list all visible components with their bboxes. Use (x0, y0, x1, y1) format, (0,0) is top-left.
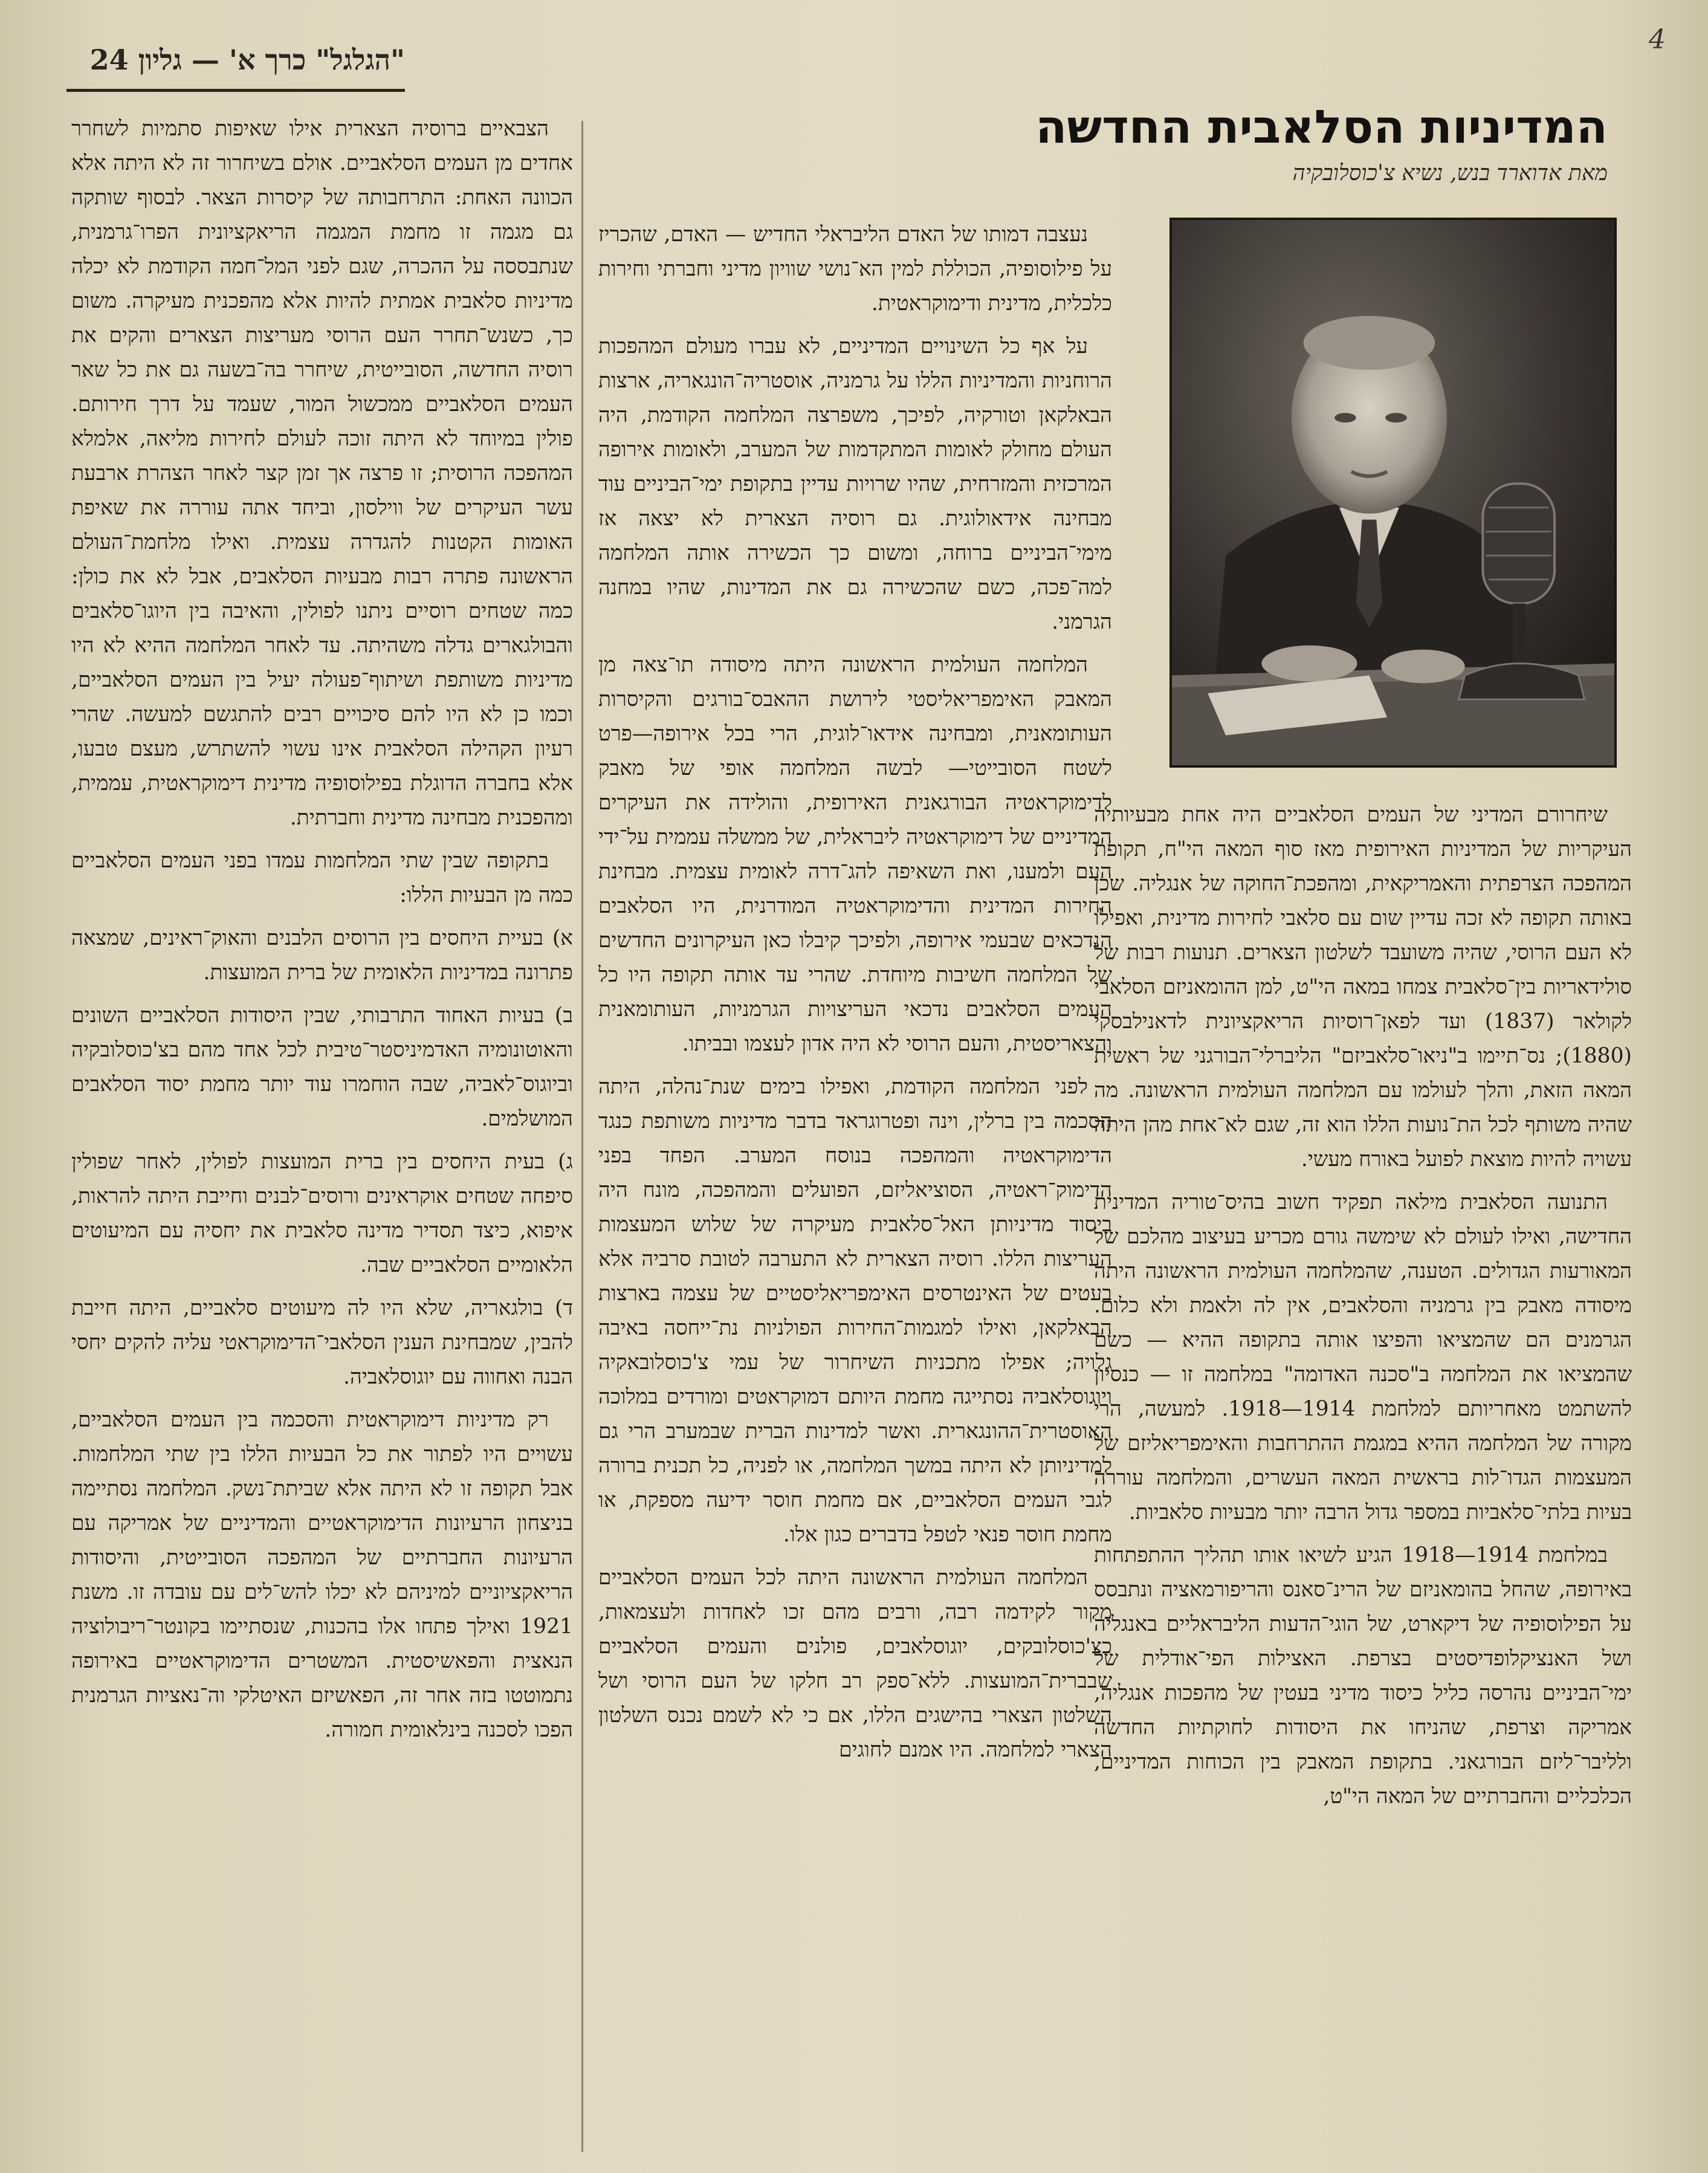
paragraph: על אף כל השינויים המדיניים, לא עברו מעולם המהפכות הרוחניות והמדיניות הללו על גרמניה, אוסטריה־הונגאריה, ארצות הבאלקאן וטורקיה, לפיכך, משפרצה המלחמה הקודמת, היה העולם מחולק לאומות המתקדמות של המערב, ולאומות אירופה המרכזית והמזרחית, שהיו שרויות עדיין בתקופת ימי־הביניים עוד מבחינה אידאולוגית. גם רוסיה הצארית לא יצאה אז מימי־הביניים ברוחה, ומשום כך הכשירה אותה המלחמה למה־פכה, כשם שהכשירה גם את המדינות, שהיו במחנה הגרמני. (598, 334, 1112, 634)
list-item: ג) בעית היחסים בין ברית המועצות לפולין, לאחר שפולין סיפחה שטחים אוקראינים ורוסים־לבנים וחייבת היתה להראות, איפוא, כיצד תסדיר מדינה סלאבית את יחסיה עם המיעוטים הלאומיים הסלאביים שבה. (71, 1150, 573, 1277)
paragraph: רק מדיניות דימוקראטית והסכמה בין העמים הסלאביים, עשויים היו לפתור את כל הבעיות הללו בין שתי המלחמות. אבל תקופה זו לא היתה אלא שביתת־נשק. המלחמה נסתיימה בניצחון הרעיונות הדימוקראטיים והמדיניים של אמריקה עם הרעיונות החברתיים של המהפכה הסובייטית, והיסודות הריאקציוניים למיניהם לא יכלו להש־לים עם עובדה זו. משנת 1921 ואילך פתחו אלו בהכנות, שנסתיימו בקונטר־ריבולוציה הנאצית והפאשיסטית. המשטרים הדימוקראטיים באירופה נתמוטטו בזה אחר זה, הפאשיזם האיטלקי וה־נאציות הגרמנית הפכו לסכנה בינלאומית חמורה. (71, 1408, 573, 1742)
paragraph: התנועה הסלאבית מילאה תפקיד חשוב בהיס־טוריה המדינית החדישה, ואילו לעולם לא שימשה גורם מכריע בעיצוב מהלכם של המאורעות הגדולים. הטענה, שהמלחמה העולמית הראשונה היתה מיסודה מאבק בין גרמניה והסלאבים, אין לה ולאמת ולא כלום. הגרמנים הם שהמציאו והפיצו אותה בתקופה ההיא — כשם שהמציאו את המלחמה ב"סכנה האדומה" במלחמה זו — כנסיון להשתמט מאחריותם למלחמת 1914—1918. למעשה, הרי מקורה של המלחמה ההיא במגמת ההתרחבות והאימפריאליזם של המעצמות הגדו־לות בראשית המאה העשרים, והמלחמה עוררה בעיות בלתי־סלאביות במספר גדול הרבה יותר מבעיות סלאביות. (1094, 1190, 1632, 1524)
portrait-illustration (1172, 220, 1614, 765)
paragraph: המלחמה העולמית הראשונה היתה לכל העמים הסלאביים מקור לקידמה רבה, ורבים מהם זכו לאחדות ולעצמאות, כצ'כוסלובקים, יוגוסלאבים, פולנים והעמים הסלאביים שבברית־המועצות. ללא־ספק רב חלקו של העם הרוסי ושל השלטון הצארי בהישגים הללו, אם כי לא לשמם נכנס השלטון הצארי למלחמה. היו אמנם לחוגים (598, 1566, 1112, 1762)
paragraph: בתקופה שבין שתי המלחמות עמדו בפני העמים הסלאביים כמה מן הבעיות הללו: (71, 849, 573, 907)
article-column-right (1094, 798, 1632, 2161)
paragraph: לפני המלחמה הקודמת, ואפילו בימים שנת־נהלה, היתה הסכמה בין ברלין, וינה ופטרוגראד בדבר מדיניות משותפת כנגד הדימוקראטיה והמהפכה בנוסח המערב. הפחד בפני הדימוק־ראטיה, הסוציאליזם, הפועלים והמהפכה, מונח היה ביסוד מדיניותן האל־סלאבית מעיקרה של שלוש המעצמות העריצות הללו. רוסיה הצארית לא התערבה לטובת סרביה אלא בעטים של האינטרסים האימפריאליסטיים של עצמה בארצות הבאלקאן, ואילו למגמות־החירות הפולניות נת־ייחסה באיבה גלויה; אפילו מתכניות השיחרור של עמי צ'כוסלובאקיה ויוגוסלאביה נסתייגה מחמת היותם דמוקראטים ומורדים במלוכה האוסטרית־ההונגארית. ואשר למדינות הברית שבמערב הרי גם למדיניותן לא היתה במשך המלחמה, או לפניה, כל תכנית ברורה לגבי העמים הסלאביים, אם מחמת חוסר ידיעה מספקת, או מחמת חוסר פנאי לטפל בדברים כגון אלו. (598, 1075, 1112, 1547)
article-column-left (71, 112, 573, 2161)
article-title: המדיניות הסלאבית החדשה (1035, 100, 1608, 154)
column-rule (581, 121, 583, 2152)
paragraph: שיחרורם המדיני של העמים הסלאביים היה אחת מבעיותיה העיקריות של המדיניות האירופית מאז סוף המאה הי"ח, תקופת המהפכה הצרפתית והאמריקאית, ומהפכת־החוקה של אנגליה. שכן באותה תקופה לא זכה עדיין שום עם סלאבי לחירות מדינית, ואפילו לא העם הרוסי, שהיה משועבד לשלטון הצארים. תנועות רבות של סולידאריות בין־סלאבית צמחו במאה הי"ט, למן ההומאניזם הסלאבי לקולאר (1837) ועד לפאן־רוסיות הריאקציונית לדאנילבסקי (1880); נס־תיימו ב"ניאו־סלאביזם" הליברלי־הבורגני של ראשית המאה הזאת, והלך לעולמו עם המלחמה העולמית הראשונה. מה שהיה משותף לכל הת־נועות הללו הוא זה, שגם לא־אחת מהן היתה עשויה להיות מוצאת לפועל באורח מעשי. (1094, 803, 1632, 1171)
paragraph: הצבאיים ברוסיה הצארית אילו שאיפות סתמיות לשחרר אחדים מן העמים הסלאביים. אולם בשיחרור זה לא היתה אלא הכוונה האחת: התרחבותה של קיסרות הצאר. לבסוף שותקה גם מגמה זו מחמת המגמה הריאקציונית הפרו־גרמנית, שנתבססה על ההכרה, שגם לפני המל־חמה הקודמת לא יכלה מדיניות סלאבית אמתית להיות אלא מהפכנית מעיקרה. משום כך, כשנש־תחרר העם הרוסי מעריצות הצארים והקים את רוסיה החדשה, הסובייטית, שיחרר בה־בשעה גם את כל שאר העמים הסלאביים ממכשול המור, שעמד על דרך חירותם. פולין במיוחד לא היתה זוכה לעולם לחירות מליאה, אלמלא המהפכה הרוסית; זו פרצה אך זמן קצר לאחר הצהרת ארבעת עשר העיקרים של ווילסון, וביחד אתה עוררה את שאיפת האומות הקטנות להגדרה עצמית. ואילו מלחמת־העולם הראשונה פתרה רבות מבעיות הסלאבים, אבל לא את כולן: כמה שטחים רוסיים ניתנו לפולין, והאיבה בין היוגו־סלאבים והבולגארים גדלה משהיתה. עד לאחר המלחמה ההיא לא היו מדיניות משותפת ושיתוף־פעולה יעיל בין העמים הסלאביים, וכמו כן לא היו להם סיכויים רבים להתגשם למעשה. שהרי רעיון הקהילה הסלאבית אינו עשוי להשתרש, מעצם טבעו, אלא בחברה הדוגלת בפילוסופיה מדינית דימוקראטית, עממית, ומהפכנית מבחינה מדינית וחברתית. (71, 117, 573, 830)
list-item: ד) בולגאריה, שלא היו לה מיעוטים סלאביים, היתה חייבת להבין, שמבחינת הענין הסלאבי־הדימוקראטי עליה להקים יחסי הבנה ואחווה עם יוגוסלאביה. (71, 1296, 573, 1389)
running-head: "הגלגל" כרך א' — גליון 24 (66, 44, 405, 92)
list-item: ב) בעיות האחוד התרבותי, שבין היסודות הסלאביים השונים והאוטונומיה האדמיניסטר־טיבית לכל אחד מהם בצ'כוסלובקיה וביוגוס־לאביה, שבה הוחמרו עוד יותר מחמת יסוד הסלאבים המושלמים. (71, 1003, 573, 1131)
paragraph: המלחמה העולמית הראשונה היתה מיסודה תו־צאה מן המאבק האימפריאליסטי לירושת ההאבס־בורגים והקיסרות העותומאנית, ומבחינה אידאו־לוגית, הרי בכל אירופה—פרט לשטח הסובייטי— לבשה המלחמה אופי של מאבק לדימוקראטיה הבורגאנית האירופית, והולידה את העיקרים המדיניים של דימוקראטיה ליבראלית, של ממשלה עממית על־ידי העם ולמענו, ואת השאיפה להג־דרה לאומית עצמית. מבחינת החירות המדינית והדימוקראטיה המודרנית, היו הסלאבים הנדכאים שבעמי אירופה, ולפיכך קיבלו כאן העיקרונים החדשים של המלחמה חשיבות מיוחדת. שהרי עד אותה תקופה היו כל העמים הסלאבים נדכאי העריצויות הגרמניות, העותומאנית והצאריסטית, והעם הרוסי לא היה אדון לעצמו ובביתו. (598, 653, 1112, 1056)
page-number: 4 (1649, 24, 1666, 55)
portrait-photo (1169, 218, 1617, 768)
paragraph: נעצבה דמותו של האדם הליבראלי החדיש — האדם, שהכריז על פילוסופיה, הכוללת למין הא־נושי שוויון מדיני וחברתי וחירות כלכלית, מדינית ודימוקראטית. (598, 222, 1112, 316)
list-item: א) בעיית היחסים בין הרוסים הלבנים והאוק־ראינים, שמצאה פתרונה במדיניות הלאומית של ברית המועצות. (71, 926, 573, 985)
article-byline: מאת אדוארד בנש, נשיא צ'כוסלובקיה (1292, 161, 1608, 186)
paragraph: במלחמת 1914—1918 הגיע לשיאו אותו תהליך ההתפתחות באירופה, שהחל בהומאניזם של הרינ־סאנס והריפורמאציה ונתבסס על הפילוסופיה של דיקארט, של הוגי־הדעות הליבראליים באנגליה ושל האנציקלופדיסטים בצרפת. האצילות הפי־אודלית של ימי־הביניים נהרסה כליל כיסוד מדיני בעטין של מהפכות אנגליה, אמריקה וצרפת, שהניחו את היסודות לחוקתיות החדשה ולליבר־ליזם הבורגאני. בתקופת המאבק בין הכוחות המדיניים, הכלכליים והחברתיים של המאה הי"ט, (1094, 1543, 1632, 1809)
article-column-middle (598, 218, 1112, 2161)
